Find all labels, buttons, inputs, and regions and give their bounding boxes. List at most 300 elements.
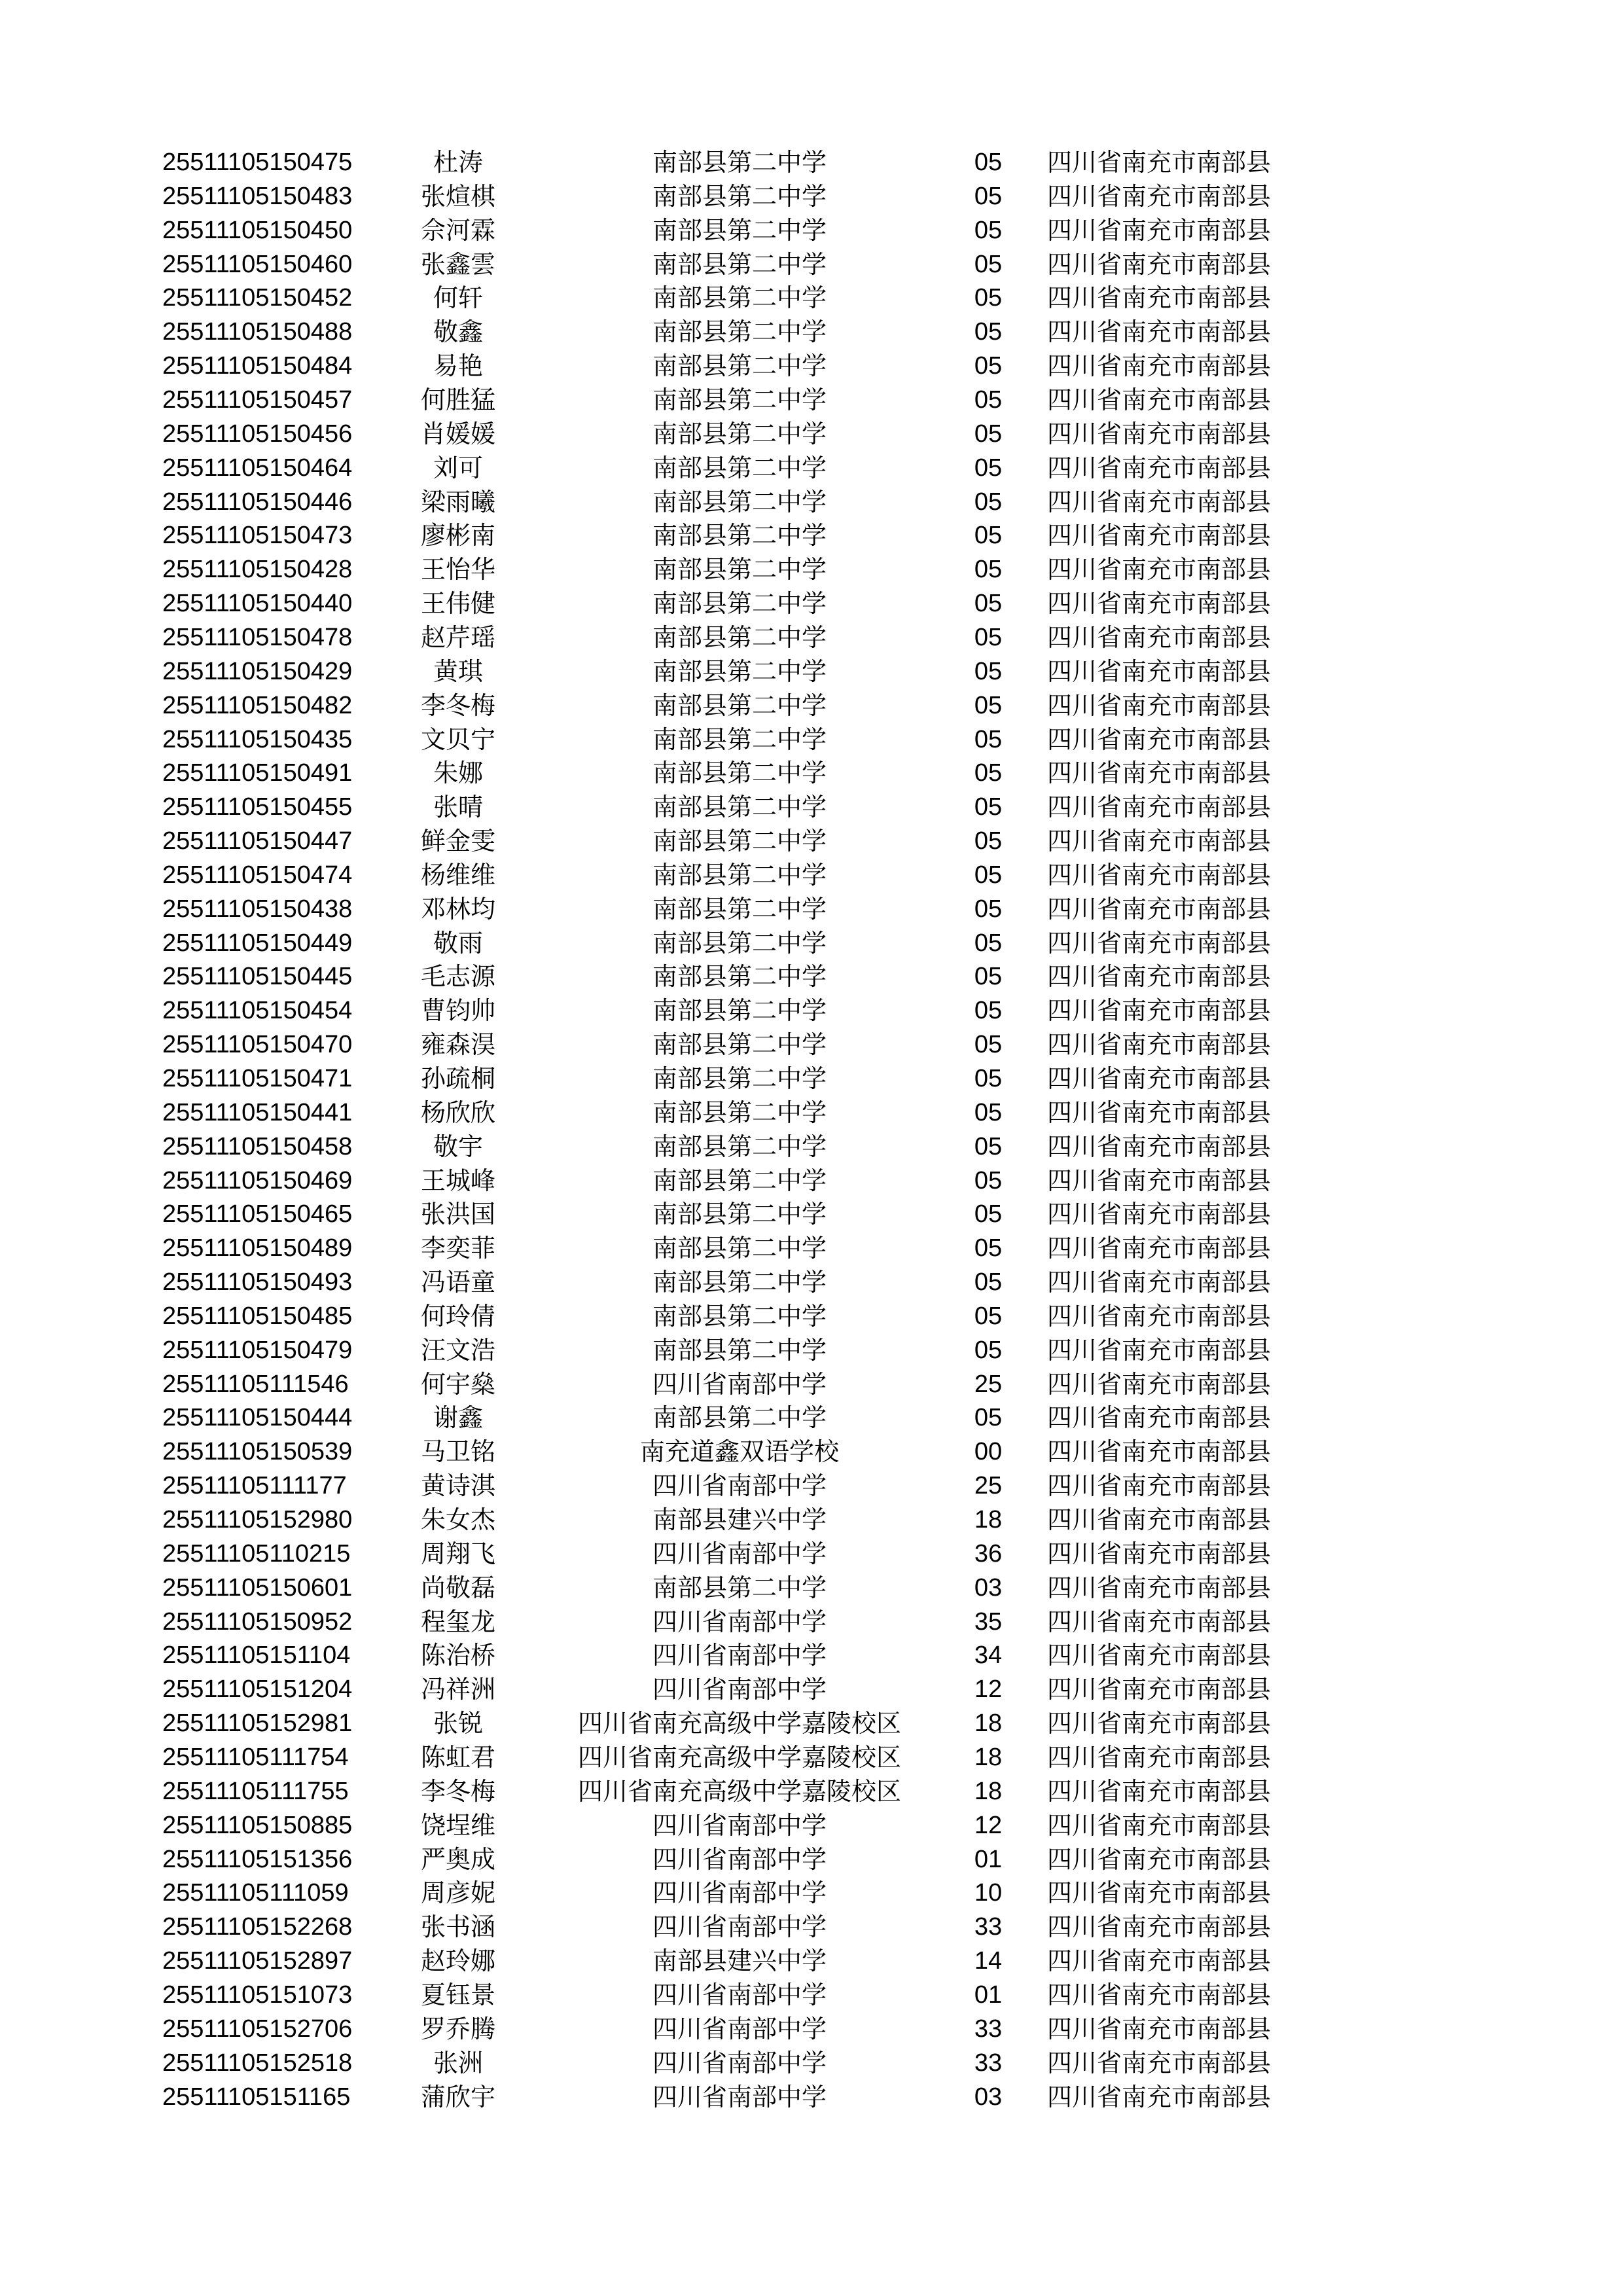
student-id: 25511105150484 — [162, 352, 353, 380]
student-name: 王城峰 — [420, 1166, 495, 1195]
class-code: 05 — [974, 1098, 1003, 1126]
region-name: 四川省南充市南部县 — [1047, 386, 1272, 414]
student-id: 25511105150479 — [162, 1336, 353, 1364]
school-name: 南部县第二中学 — [652, 860, 827, 889]
student-name: 易艳 — [433, 351, 483, 381]
student-id: 25511105152980 — [162, 1506, 353, 1534]
student-name: 张晴 — [433, 793, 483, 822]
region-name: 四川省南充市南部县 — [1047, 1607, 1272, 1636]
class-code: 12 — [974, 1811, 1003, 1839]
region-name: 四川省南充市南部县 — [1047, 1268, 1272, 1297]
student-id: 25511105150488 — [162, 318, 353, 346]
student-name: 程玺龙 — [420, 1607, 495, 1636]
school-name: 南部县第二中学 — [652, 691, 827, 720]
region-name: 四川省南充市南部县 — [1047, 691, 1272, 720]
student-name: 谢鑫 — [433, 1403, 483, 1433]
student-id: 25511105150440 — [162, 590, 353, 618]
student-name: 黄琪 — [433, 656, 483, 686]
school-name: 南部县第二中学 — [652, 725, 827, 754]
table-row — [0, 281, 1623, 315]
student-name: 何胜猛 — [420, 386, 495, 414]
table-row — [0, 1265, 1623, 1299]
student-id: 25511105150446 — [162, 488, 353, 516]
class-code: 05 — [974, 623, 1003, 651]
student-id: 25511105110215 — [162, 1539, 351, 1568]
class-code: 03 — [974, 2083, 1003, 2111]
table-row — [0, 1469, 1623, 1503]
table-row — [0, 1503, 1623, 1537]
table-row — [0, 790, 1623, 824]
table-row — [0, 620, 1623, 655]
school-name: 四川省南部中学 — [652, 1641, 827, 1670]
school-name: 南部县第二中学 — [652, 827, 827, 855]
student-name: 蒲欣宇 — [420, 2082, 495, 2111]
region-name: 四川省南充市南部县 — [1047, 725, 1272, 754]
student-id: 25511105150449 — [162, 929, 353, 957]
student-id: 25511105150470 — [162, 1031, 353, 1059]
class-code: 05 — [974, 895, 1003, 923]
student-id: 25511105150474 — [162, 861, 353, 889]
class-code: 33 — [974, 1913, 1003, 1941]
student-name: 张锐 — [433, 1709, 483, 1738]
region-name: 四川省南充市南部县 — [1047, 317, 1272, 347]
class-code: 00 — [974, 1438, 1003, 1466]
student-id: 25511105150489 — [162, 1234, 353, 1263]
class-code: 05 — [974, 725, 1003, 753]
region-name: 四川省南充市南部县 — [1047, 1573, 1272, 1602]
school-name: 四川省南充高级中学嘉陵校区 — [577, 1709, 901, 1738]
school-name: 南部县第二中学 — [652, 181, 827, 211]
student-id: 25511105150952 — [162, 1607, 353, 1636]
table-row — [0, 1164, 1623, 1198]
region-name: 四川省南充市南部县 — [1047, 1403, 1272, 1433]
student-name: 陈虹君 — [420, 1743, 495, 1772]
school-name: 南部县第二中学 — [652, 249, 827, 279]
school-name: 南部县第二中学 — [652, 928, 827, 958]
student-name: 张煊棋 — [420, 181, 495, 211]
region-name: 四川省南充市南部县 — [1047, 283, 1272, 313]
class-code: 05 — [974, 1336, 1003, 1364]
region-name: 四川省南充市南部县 — [1047, 928, 1272, 958]
class-code: 05 — [974, 1302, 1003, 1330]
table-row — [0, 1842, 1623, 1876]
student-name: 敬宇 — [433, 1132, 483, 1161]
table-row — [0, 485, 1623, 519]
student-name: 刘可 — [433, 453, 483, 482]
region-name: 四川省南充市南部县 — [1047, 793, 1272, 822]
student-id: 25511105151356 — [162, 1845, 353, 1873]
school-name: 南部县第二中学 — [652, 1132, 827, 1161]
school-name: 南部县第二中学 — [652, 656, 827, 686]
school-name: 南部县第二中学 — [652, 962, 827, 992]
student-id: 25511105150428 — [162, 556, 353, 584]
student-id: 25511105151073 — [162, 1981, 353, 2009]
school-name: 南部县第二中学 — [652, 1301, 827, 1331]
region-name: 四川省南充市南部县 — [1047, 1132, 1272, 1161]
school-name: 南部县第二中学 — [652, 521, 827, 550]
table-row — [0, 689, 1623, 723]
student-name: 邓林均 — [420, 894, 495, 924]
class-code: 34 — [974, 1641, 1003, 1670]
table-row — [0, 451, 1623, 485]
student-name: 何玲倩 — [420, 1301, 495, 1331]
class-code: 05 — [974, 352, 1003, 380]
student-name: 严奥成 — [420, 1844, 495, 1874]
region-name: 四川省南充市南部县 — [1047, 1912, 1272, 1942]
region-name: 四川省南充市南部县 — [1047, 249, 1272, 279]
school-name: 四川省南部中学 — [652, 2048, 827, 2077]
table-row — [0, 926, 1623, 960]
table-row — [0, 247, 1623, 281]
class-code: 25 — [974, 1370, 1003, 1398]
class-code: 36 — [974, 1539, 1003, 1568]
region-name: 四川省南充市南部县 — [1047, 1505, 1272, 1534]
class-code: 05 — [974, 522, 1003, 550]
region-name: 四川省南充市南部县 — [1047, 453, 1272, 482]
student-id: 25511105150601 — [162, 1573, 353, 1602]
table-row — [0, 1944, 1623, 1978]
class-code: 18 — [974, 1506, 1003, 1534]
school-name: 四川省南部中学 — [652, 2014, 827, 2043]
student-name: 杨维维 — [420, 860, 495, 889]
table-row — [0, 315, 1623, 349]
school-name: 南部县第二中学 — [652, 351, 827, 381]
class-code: 05 — [974, 488, 1003, 516]
student-id: 25511105150478 — [162, 623, 353, 651]
student-id: 25511105150457 — [162, 386, 353, 414]
table-row — [0, 723, 1623, 757]
student-id: 25511105152706 — [162, 2015, 353, 2043]
student-id: 25511105150482 — [162, 691, 353, 719]
region-name: 四川省南充市南部县 — [1047, 148, 1272, 177]
table-row — [0, 1130, 1623, 1164]
class-code: 05 — [974, 556, 1003, 584]
student-name: 曹钧帅 — [420, 996, 495, 1026]
table-row — [0, 2080, 1623, 2114]
region-name: 四川省南充市南部县 — [1047, 827, 1272, 855]
school-name: 南部县第二中学 — [652, 996, 827, 1026]
school-name: 四川省南部中学 — [652, 1369, 827, 1399]
class-code: 05 — [974, 420, 1003, 448]
student-name: 张鑫雲 — [420, 249, 495, 279]
student-name: 周翔飞 — [420, 1539, 495, 1568]
table-row — [0, 1096, 1623, 1130]
student-name: 赵芹瑶 — [420, 622, 495, 652]
region-name: 四川省南充市南部县 — [1047, 1980, 1272, 2009]
table-row — [0, 655, 1623, 689]
student-id: 25511105150445 — [162, 963, 353, 991]
student-id: 25511105150447 — [162, 827, 353, 855]
region-name: 四川省南充市南部县 — [1047, 1437, 1272, 1467]
region-name: 四川省南充市南部县 — [1047, 1810, 1272, 1840]
table-row — [0, 213, 1623, 247]
table-row — [0, 1740, 1623, 1774]
student-id: 25511105150493 — [162, 1268, 353, 1296]
class-code: 35 — [974, 1607, 1003, 1636]
school-name: 南部县第二中学 — [652, 386, 827, 414]
class-code: 05 — [974, 827, 1003, 855]
table-row — [0, 1672, 1623, 1706]
school-name: 南部县第二中学 — [652, 487, 827, 516]
student-name: 文贝宁 — [420, 725, 495, 754]
table-row — [0, 586, 1623, 620]
student-name: 何轩 — [433, 283, 483, 313]
region-name: 四川省南充市南部县 — [1047, 1709, 1272, 1738]
student-id: 25511105150460 — [162, 250, 353, 278]
region-name: 四川省南充市南部县 — [1047, 181, 1272, 211]
student-name: 张洪国 — [420, 1200, 495, 1229]
student-id: 25511105152897 — [162, 1947, 353, 1975]
student-id: 25511105150465 — [162, 1200, 353, 1229]
school-name: 南部县第二中学 — [652, 215, 827, 245]
student-name: 赵玲娜 — [420, 1946, 495, 1976]
student-id: 25511105151104 — [162, 1641, 351, 1670]
student-id: 25511105151165 — [162, 2083, 351, 2111]
school-name: 四川省南充高级中学嘉陵校区 — [577, 1776, 901, 1806]
school-name: 南部县第二中学 — [652, 1403, 827, 1433]
student-id: 25511105152981 — [162, 1710, 353, 1738]
student-name: 鲜金雯 — [420, 827, 495, 855]
class-code: 05 — [974, 963, 1003, 991]
student-id: 25511105150435 — [162, 725, 353, 753]
school-name: 南部县第二中学 — [652, 894, 827, 924]
region-name: 四川省南充市南部县 — [1047, 656, 1272, 686]
school-name: 南部县第二中学 — [652, 1064, 827, 1093]
class-code: 05 — [974, 691, 1003, 719]
student-name: 杜涛 — [433, 148, 483, 177]
school-name: 四川省南部中学 — [652, 1539, 827, 1568]
student-id: 25511105150539 — [162, 1438, 353, 1466]
region-name: 四川省南充市南部县 — [1047, 2014, 1272, 2043]
student-id: 25511105150471 — [162, 1065, 353, 1092]
school-name: 四川省南部中学 — [652, 2082, 827, 2111]
student-id: 25511105111059 — [162, 1879, 349, 1907]
class-code: 05 — [974, 793, 1003, 821]
region-name: 四川省南充市南部县 — [1047, 996, 1272, 1026]
class-code: 05 — [974, 318, 1003, 346]
student-name: 冯语童 — [420, 1268, 495, 1297]
class-code: 05 — [974, 929, 1003, 957]
table-row — [0, 1435, 1623, 1469]
region-name: 四川省南充市南部县 — [1047, 1743, 1272, 1772]
student-name: 李奕菲 — [420, 1234, 495, 1263]
student-name: 敬雨 — [433, 928, 483, 958]
table-row — [0, 1605, 1623, 1639]
student-name: 冯祥洲 — [420, 1675, 495, 1704]
table-row — [0, 1401, 1623, 1435]
region-name: 四川省南充市南部县 — [1047, 1776, 1272, 1806]
class-code: 05 — [974, 861, 1003, 889]
school-name: 四川省南充高级中学嘉陵校区 — [577, 1743, 901, 1772]
student-name: 尚敬磊 — [420, 1573, 495, 1602]
school-name: 南部县第二中学 — [652, 1098, 827, 1127]
table-row — [0, 349, 1623, 383]
region-name: 四川省南充市南部县 — [1047, 2082, 1272, 2111]
class-code: 18 — [974, 1744, 1003, 1771]
school-name: 四川省南部中学 — [652, 1810, 827, 1840]
student-name: 王伟健 — [420, 589, 495, 619]
school-name: 四川省南部中学 — [652, 1844, 827, 1874]
region-name: 四川省南充市南部县 — [1047, 759, 1272, 788]
school-name: 四川省南部中学 — [652, 1912, 827, 1942]
student-name: 夏钰景 — [420, 1980, 495, 2009]
school-name: 南部县第二中学 — [652, 1268, 827, 1297]
table-row — [0, 756, 1623, 790]
student-id: 25511105111546 — [162, 1370, 349, 1398]
class-code: 25 — [974, 1472, 1003, 1500]
student-id: 25511105150473 — [162, 522, 353, 550]
student-id: 25511105150454 — [162, 997, 353, 1025]
table-row — [0, 145, 1623, 179]
school-name: 南部县第二中学 — [652, 283, 827, 313]
table-row — [0, 1537, 1623, 1571]
school-name: 南部县第二中学 — [652, 1200, 827, 1229]
school-name: 南部县第二中学 — [652, 589, 827, 619]
school-name: 四川省南部中学 — [652, 1980, 827, 2009]
table-row — [0, 1333, 1623, 1367]
student-id: 25511105150469 — [162, 1166, 353, 1194]
school-name: 南充道鑫双语学校 — [639, 1437, 839, 1467]
table-row — [0, 1910, 1623, 1944]
student-id: 25511105150441 — [162, 1098, 353, 1126]
table-row — [0, 960, 1623, 994]
class-code: 33 — [974, 2015, 1003, 2043]
school-name: 南部县第二中学 — [652, 148, 827, 177]
table-row — [0, 1978, 1623, 2012]
school-name: 南部县第二中学 — [652, 1030, 827, 1060]
class-code: 01 — [974, 1845, 1003, 1873]
school-name: 南部县第二中学 — [652, 759, 827, 788]
class-code: 05 — [974, 149, 1003, 176]
class-code: 05 — [974, 997, 1003, 1025]
table-row — [0, 179, 1623, 213]
student-id: 25511105150485 — [162, 1302, 353, 1330]
school-name: 南部县第二中学 — [652, 1166, 827, 1195]
class-code: 05 — [974, 1132, 1003, 1160]
school-name: 南部县第二中学 — [652, 317, 827, 347]
table-row — [0, 383, 1623, 417]
region-name: 四川省南充市南部县 — [1047, 2048, 1272, 2077]
table-row — [0, 994, 1623, 1028]
school-name: 南部县第二中学 — [652, 419, 827, 448]
region-name: 四川省南充市南部县 — [1047, 962, 1272, 992]
region-name: 四川省南充市南部县 — [1047, 1030, 1272, 1060]
class-code: 33 — [974, 2049, 1003, 2077]
student-name: 李冬梅 — [420, 1776, 495, 1806]
region-name: 四川省南充市南部县 — [1047, 1369, 1272, 1399]
class-code: 05 — [974, 590, 1003, 618]
student-name: 朱女杰 — [420, 1505, 495, 1534]
table-row — [0, 1197, 1623, 1231]
student-name: 肖媛媛 — [420, 419, 495, 448]
class-code: 12 — [974, 1676, 1003, 1704]
table-row — [0, 1774, 1623, 1808]
student-id: 25511105150429 — [162, 657, 353, 685]
student-name: 雍森淏 — [420, 1030, 495, 1060]
class-code: 05 — [974, 657, 1003, 685]
student-name: 陈治桥 — [420, 1641, 495, 1670]
student-name: 张书涵 — [420, 1912, 495, 1942]
school-name: 四川省南部中学 — [652, 1607, 827, 1636]
table-row — [0, 518, 1623, 552]
student-id: 25511105111177 — [162, 1472, 347, 1500]
region-name: 四川省南充市南部县 — [1047, 1166, 1272, 1195]
student-id: 25511105150483 — [162, 182, 353, 210]
student-name: 敬鑫 — [433, 317, 483, 347]
student-name: 孙疏桐 — [420, 1064, 495, 1093]
table-row — [0, 892, 1623, 926]
student-id: 25511105111755 — [162, 1777, 349, 1805]
region-name: 四川省南充市南部县 — [1047, 487, 1272, 516]
region-name: 四川省南充市南部县 — [1047, 1335, 1272, 1365]
student-name: 周彦妮 — [420, 1878, 495, 1908]
student-id: 25511105150491 — [162, 759, 353, 787]
class-code: 05 — [974, 1031, 1003, 1059]
school-name: 南部县第二中学 — [652, 1335, 827, 1365]
region-name: 四川省南充市南部县 — [1047, 589, 1272, 619]
region-name: 四川省南充市南部县 — [1047, 1641, 1272, 1670]
region-name: 四川省南充市南部县 — [1047, 894, 1272, 924]
region-name: 四川省南充市南部县 — [1047, 622, 1272, 652]
region-name: 四川省南充市南部县 — [1047, 215, 1272, 245]
class-code: 05 — [974, 216, 1003, 244]
school-name: 南部县第二中学 — [652, 622, 827, 652]
table-row — [0, 2012, 1623, 2046]
region-name: 四川省南充市南部县 — [1047, 419, 1272, 448]
student-name: 张洲 — [433, 2048, 483, 2077]
student-id: 25511105150885 — [162, 1811, 353, 1839]
table-row — [0, 1231, 1623, 1265]
school-name: 南部县第二中学 — [652, 453, 827, 482]
class-code: 05 — [974, 1234, 1003, 1263]
student-name: 王怡华 — [420, 555, 495, 584]
student-id: 25511105150450 — [162, 216, 353, 244]
class-code: 03 — [974, 1573, 1003, 1602]
school-name: 南部县第二中学 — [652, 555, 827, 584]
school-name: 南部县建兴中学 — [652, 1946, 827, 1976]
student-name: 汪文浩 — [420, 1335, 495, 1365]
student-name: 何宇燊 — [420, 1369, 495, 1399]
school-name: 南部县建兴中学 — [652, 1505, 827, 1534]
student-id: 25511105150452 — [162, 284, 353, 312]
region-name: 四川省南充市南部县 — [1047, 860, 1272, 889]
region-name: 四川省南充市南部县 — [1047, 521, 1272, 550]
table-row — [0, 552, 1623, 586]
class-code: 05 — [974, 386, 1003, 414]
student-id: 25511105150464 — [162, 454, 353, 482]
region-name: 四川省南充市南部县 — [1047, 1098, 1272, 1127]
student-id: 25511105151204 — [162, 1676, 353, 1704]
table-row — [0, 2046, 1623, 2080]
table-row — [0, 1638, 1623, 1672]
table-row — [0, 1028, 1623, 1062]
class-code: 05 — [974, 250, 1003, 278]
school-name: 南部县第二中学 — [652, 793, 827, 822]
student-id: 25511105150455 — [162, 793, 353, 821]
region-name: 四川省南充市南部县 — [1047, 351, 1272, 381]
student-name: 梁雨曦 — [420, 487, 495, 516]
table-row — [0, 1571, 1623, 1605]
region-name: 四川省南充市南部县 — [1047, 1844, 1272, 1874]
student-name: 杨欣欣 — [420, 1098, 495, 1127]
student-id: 25511105111754 — [162, 1744, 349, 1771]
region-name: 四川省南充市南部县 — [1047, 1234, 1272, 1263]
school-name: 南部县第二中学 — [652, 1573, 827, 1602]
table-row — [0, 1808, 1623, 1842]
table-row — [0, 1062, 1623, 1096]
class-code: 05 — [974, 1065, 1003, 1092]
table-row — [0, 858, 1623, 892]
